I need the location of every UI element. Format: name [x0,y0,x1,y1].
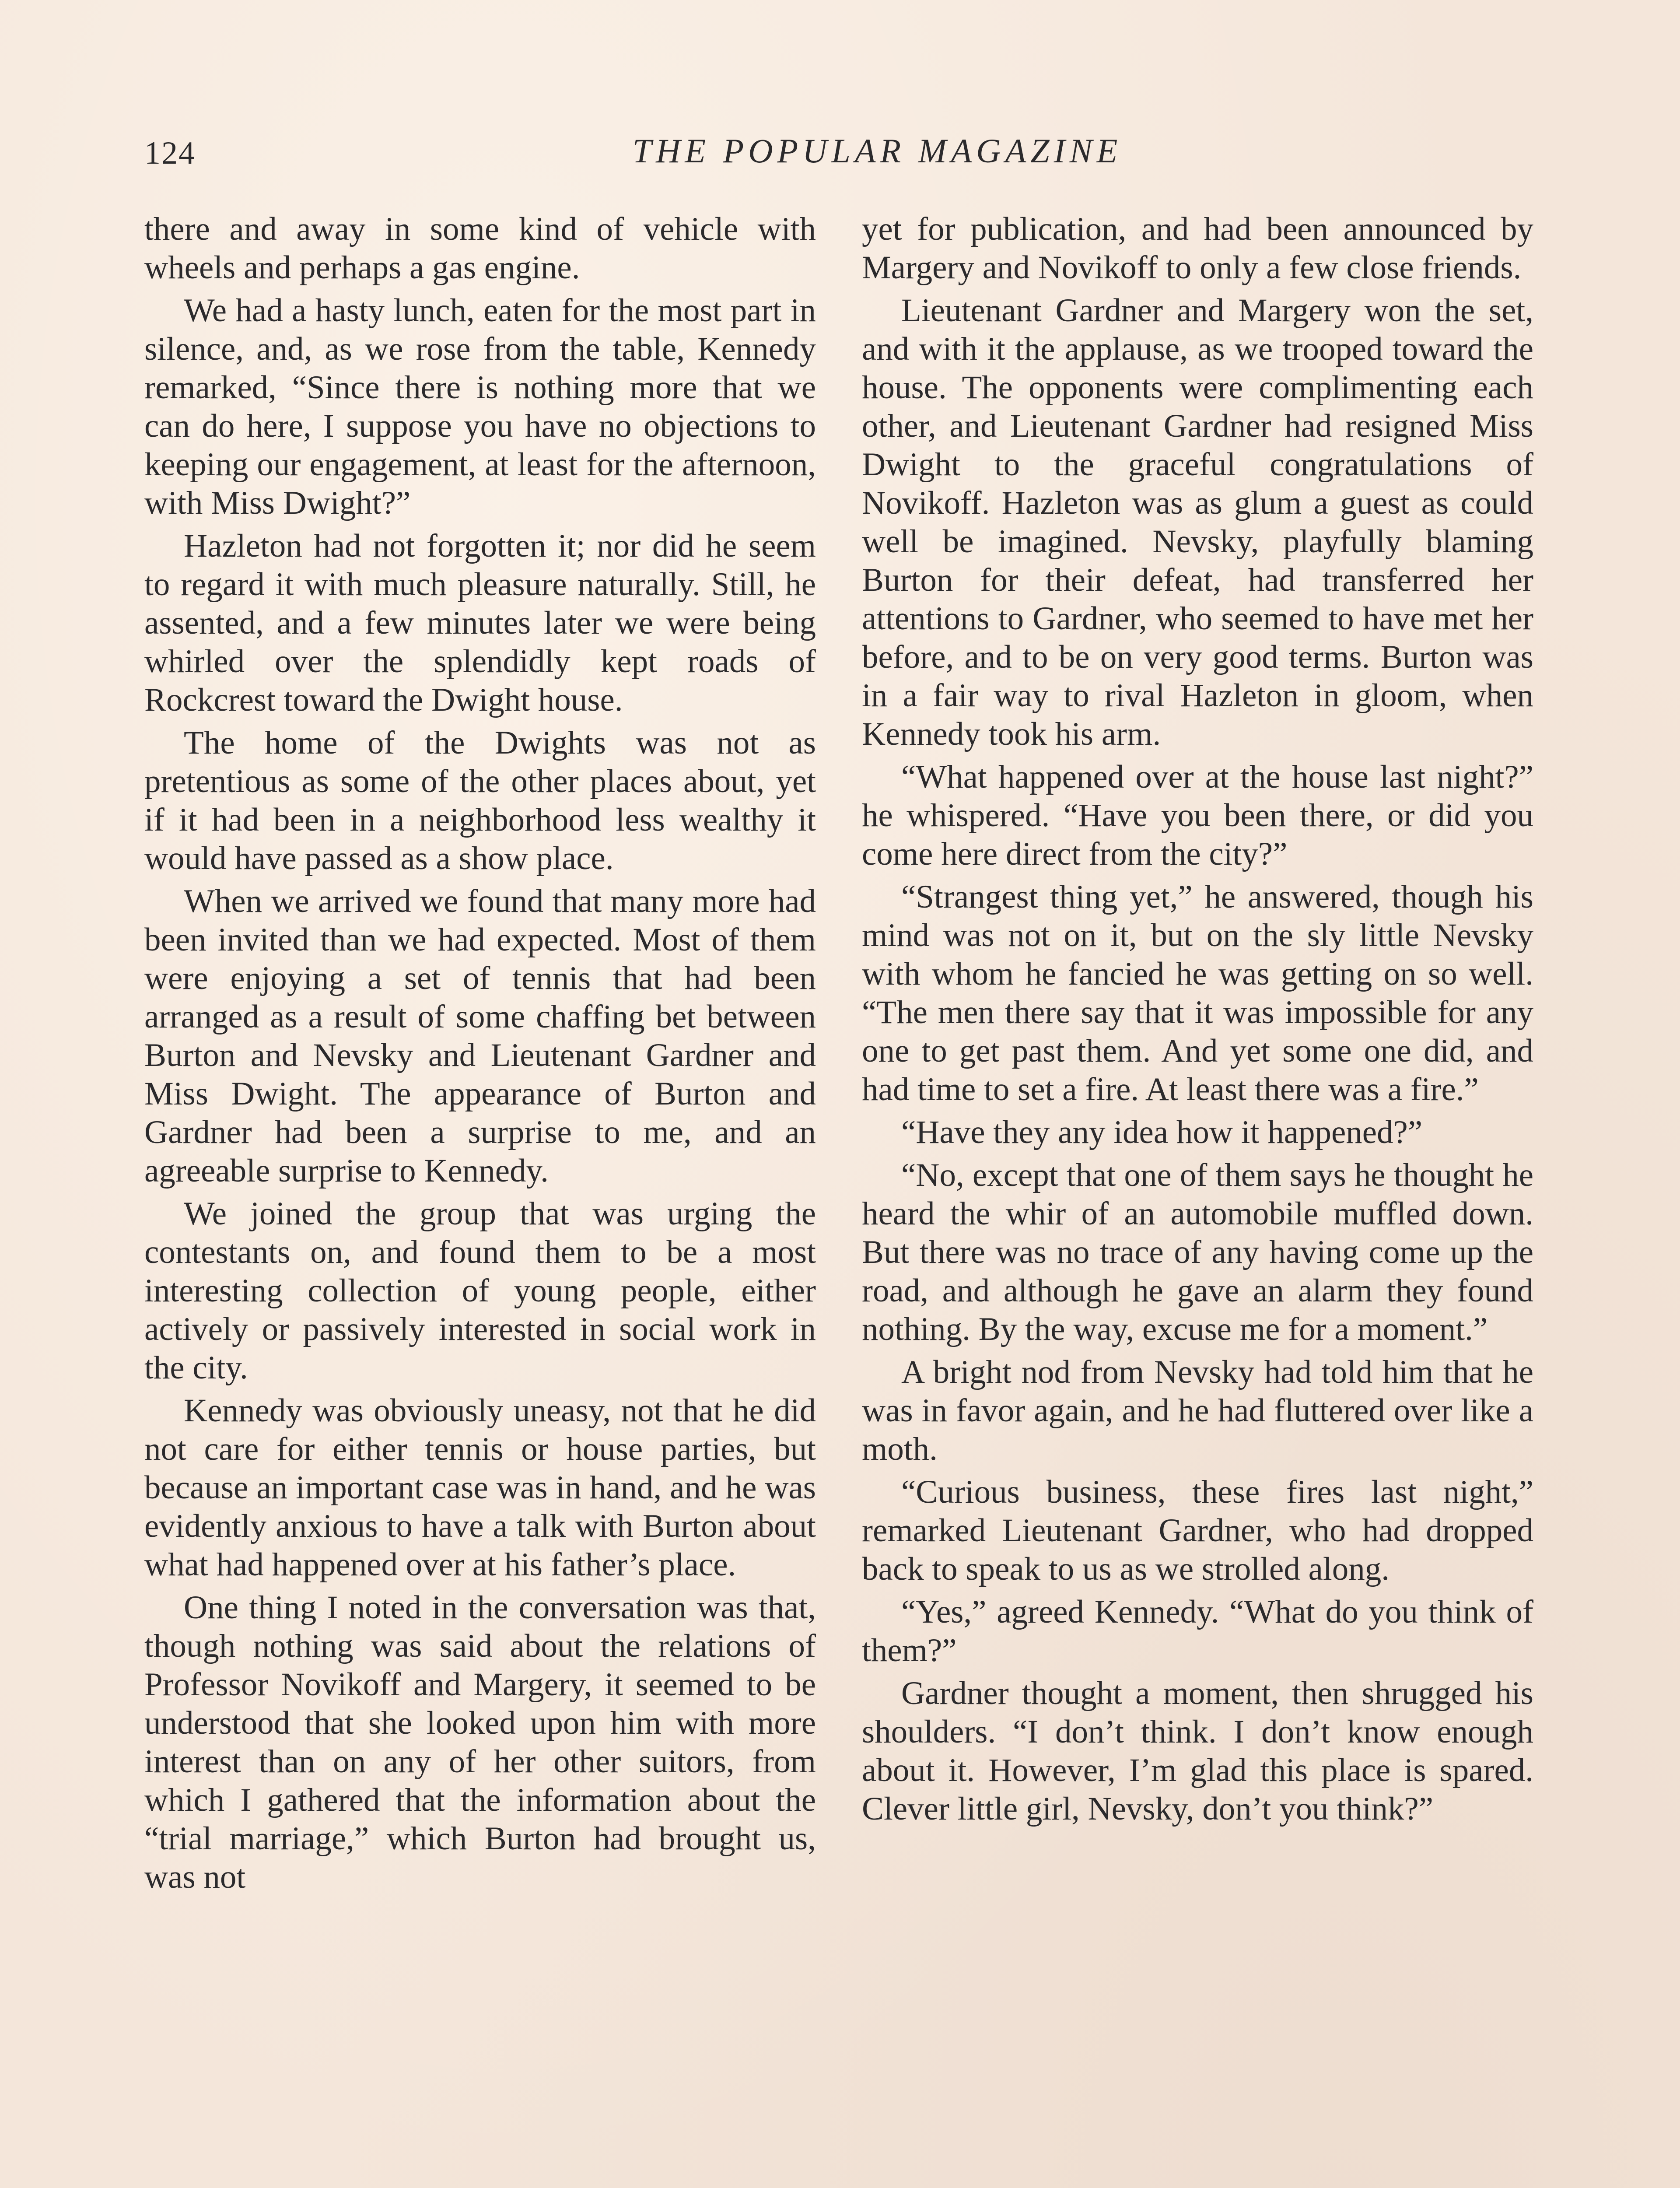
paragraph: “Curious business, these fires last night,” remarked Lieutenant Gardner, who had dropped back to speak to us as we strolled along. [862,1474,1533,1587]
paragraph: “Have they any idea how it happened?” [901,1114,1423,1150]
paragraph: The home of the Dwights was not as pretentious as some of the other places about, yet if it had been in a neighborhood less wealthy it would have passed as a show place. [144,725,816,877]
running-head: THE POPULAR MAGAZINE [632,132,1122,170]
paragraph: A bright nod from Nevsky had told him that he was in favor again, and he had fluttered over like a moth. [862,1354,1533,1467]
paragraph: there and away in some kind of vehicle with wheels and perhaps a gas engine. [144,211,816,286]
page-header [144,131,1540,188]
paragraph: We had a hasty lunch, eaten for the most part in silence, and, as we rose from the table, Kennedy remarked, “Since there is nothing more that we can do here, I suppose you have no objections to keeping our engagement, at least for the afternoon, with Miss Dwight?” [144,292,816,521]
right-column [862,210,1533,1833]
left-column [144,210,816,1901]
paragraph: yet for publication, and had been announced by Margery and Novikoff to only a few close friends. [862,211,1533,286]
page-number: 124 [144,135,196,171]
paragraph: Kennedy was obviously uneasy, not that he did not care for either tennis or house parties, but because an important case was in hand, and he was evidently anxious to have a talk with Burton about what had happened over at his father’s place. [144,1392,816,1583]
paragraph: “Yes,” agreed Kennedy. “What do you think of them?” [862,1594,1533,1669]
paragraph: “No, except that one of them says he thought he heard the whir of an automobile muffled down. But there was no trace of any having come up the road, and although he gave an alarm they found nothing. By the way, excuse me for a moment.” [862,1157,1533,1347]
paragraph: Hazleton had not forgotten it; nor did he seem to regard it with much pleasure naturally. Still, he assented, and a few minutes later we were being whirled over the splendidly kept roads of Rockcrest toward the Dwight house. [144,528,816,718]
paragraph: When we arrived we found that many more had been invited than we had expected. Most of them were enjoying a set of tennis that had been arranged as a result of some chaffing bet between Burton and Nevsky and Lieutenant Gardner and Miss Dwight. The appearance of Burton and Gardner had been a surprise to me, and an agreeable surprise to Kennedy. [144,883,816,1189]
paragraph: One thing I noted in the conversation was that, though nothing was said about the relations of Professor Novikoff and Margery, it seemed to be understood that she looked upon him with more interest than on any of her other suitors, from which I gathered that the information about the “trial marriage,” which Burton had brought us, was not [144,1589,816,1895]
paragraph: Lieutenant Gardner and Margery won the set, and with it the applause, as we trooped toward the house. The opponents were complimenting each other, and Lieutenant Gardner had resigned Miss Dwight to the graceful congratulations of Novikoff. Hazleton was as glum a guest as could well be imagined. Nevsky, playfully blaming Burton for their defeat, had transferred her attentions to Gardner, who seemed to have met her before, and to be on very good terms. Burton was in a fair way to rival Hazleton in gloom, when Kennedy took his arm. [862,292,1533,752]
paragraph: We joined the group that was urging the contestants on, and found them to be a most interesting collection of young people, either actively or passively interested in social work in the city. [144,1196,816,1386]
paragraph: “What happened over at the house last night?” he whispered. “Have you been there, or did you come here direct from the city?” [862,759,1533,872]
paragraph: Gardner thought a moment, then shrugged his shoulders. “I don’t think. I don’t know enough about it. However, I’m glad this place is spared. Clever little girl, Nevsky, don’t you think?” [862,1675,1533,1827]
paragraph: “Strangest thing yet,” he answered, though his mind was not on it, but on the sly little Nevsky with whom he fancied he was getting on so well. “The men there say that it was impossible for any one to get past them. And yet some one did, and had time to set a fire. At least there was a fire.” [862,879,1533,1108]
